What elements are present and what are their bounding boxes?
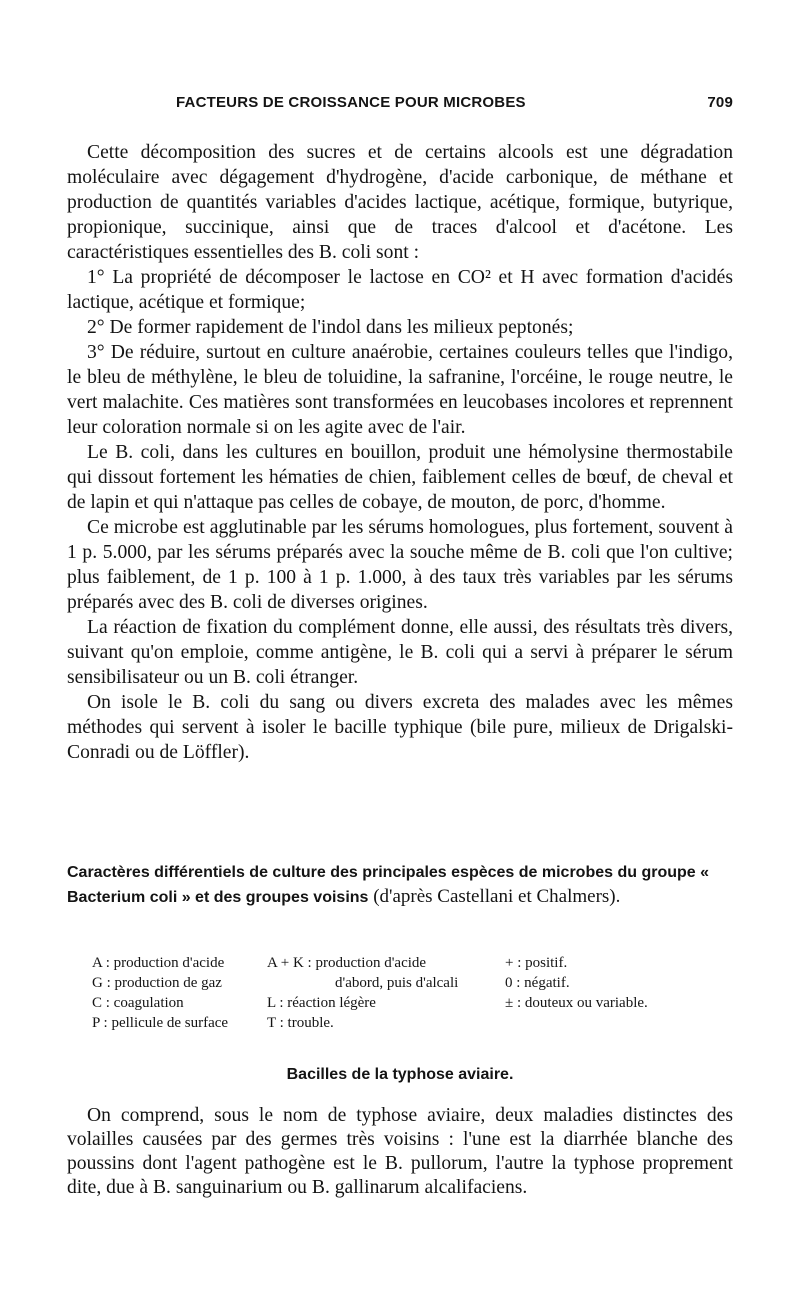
table-caption-tail: (d'après Castellani et Chalmers). [373, 886, 621, 907]
legend-cell: P : pellicule de surface [92, 1015, 229, 1031]
legend-cell: ± : douteux ou variable. [505, 995, 648, 1011]
legend-cell: T : trouble. [267, 1015, 334, 1031]
legend-row [92, 993, 732, 1013]
paragraph: Ce microbe est agglutinable par les sérums homologues, plus fortement, souvent à 1 p. 5.000, par les sérums préparés avec la souche même de B. coli que l'on cultive; plus faiblement, de 1 p. 100 à 1 p. 1.000, à des taux très variables par les sérums préparés avec des B. coli de diverses origines. [67, 517, 733, 613]
legend-cell: L : réaction légère [267, 995, 376, 1011]
legend-cell: d'abord, puis d'alcali [335, 975, 459, 991]
legend-cell: 0 : négatif. [505, 975, 570, 991]
paragraph: 2° De former rapidement de l'indol dans les milieux peptonés; [87, 317, 574, 338]
legend-cell: + : positif. [505, 955, 568, 971]
paragraph: La réaction de fixation du complément donne, elle aussi, des résultats très divers, suivant qu'on emploie, comme antigène, le B. coli qui a servi à préparer le sérum sensibilisateur ou un B. coli étranger. [67, 617, 733, 688]
page-number: 709 [707, 94, 733, 111]
paragraph: 3° De réduire, surtout en culture anaérobie, certaines couleurs telles que l'indigo, le bleu de méthylène, le bleu de toluidine, la safranine, l'orcéine, le rouge neutre, le vert malachite. Ces matières sont transformées en leucobases incolores et reprennent leur coloration normale si on les agite avec de l'air. [67, 342, 733, 438]
paragraph: On comprend, sous le nom de typhose aviaire, deux maladies distinctes des volailles causées par des germes très voisins : l'une est la diarrhée blanche des poussins dont l'agent pathogène est le B. pullorum, l'autre la typhose proprement dite, due à B. sanguinarium ou B. gallinarum alcalifaciens. [67, 1105, 733, 1198]
table-caption [67, 860, 733, 910]
legend-cell: A : production d'acide [92, 955, 225, 971]
legend-row [92, 1013, 732, 1033]
legend-cell: A + K : production d'acide [267, 955, 427, 971]
paragraph: Le B. coli, dans les cultures en bouillon, produit une hémolysine thermostabile qui dissout fortement les hématies de chien, faiblement celles de bœuf, de cheval et de lapin et qui n'attaque pas celles de cobaye, de mouton, de porc, d'homme. [67, 442, 733, 513]
paragraph: 1° La propriété de décomposer le lactose en CO² et H avec formation d'acidés lactique, acétique et formique; [67, 267, 733, 313]
running-header [176, 90, 733, 118]
running-title: FACTEURS DE CROISSANCE POUR MICROBES [176, 94, 526, 111]
legend-cell: G : production de gaz [92, 975, 222, 991]
body-text [67, 140, 733, 765]
paragraph: On isole le B. coli du sang ou divers excreta des malades avec les mêmes méthodes qui servent à isoler le bacille typhique (bile pure, milieux de Drigalski-Conradi ou de Löffler). [67, 692, 733, 763]
paragraph: Cette décomposition des sucres et de certains alcools est une dégradation moléculaire avec dégagement d'hydrogène, d'acide carbonique, de méthane et production de quantités variables d'acides lactique, acétique, formique, butyrique, propionique, succinique, ainsi que de traces d'alcool et d'acétone. Les caractéristiques essentielles des B. coli sont : [67, 142, 733, 263]
legend-cell: C : coagulation [92, 995, 184, 1011]
legend [92, 953, 732, 1033]
body-text-final [67, 1104, 733, 1200]
legend-row [92, 973, 732, 993]
legend-row [92, 953, 732, 973]
table-caption-lead: Caractères différentiels de culture des principales espèces de microbes du groupe « Bacterium coli » et des groupes voisins [67, 864, 710, 906]
section-heading: Bacilles de la typhose aviaire. [286, 1066, 514, 1083]
